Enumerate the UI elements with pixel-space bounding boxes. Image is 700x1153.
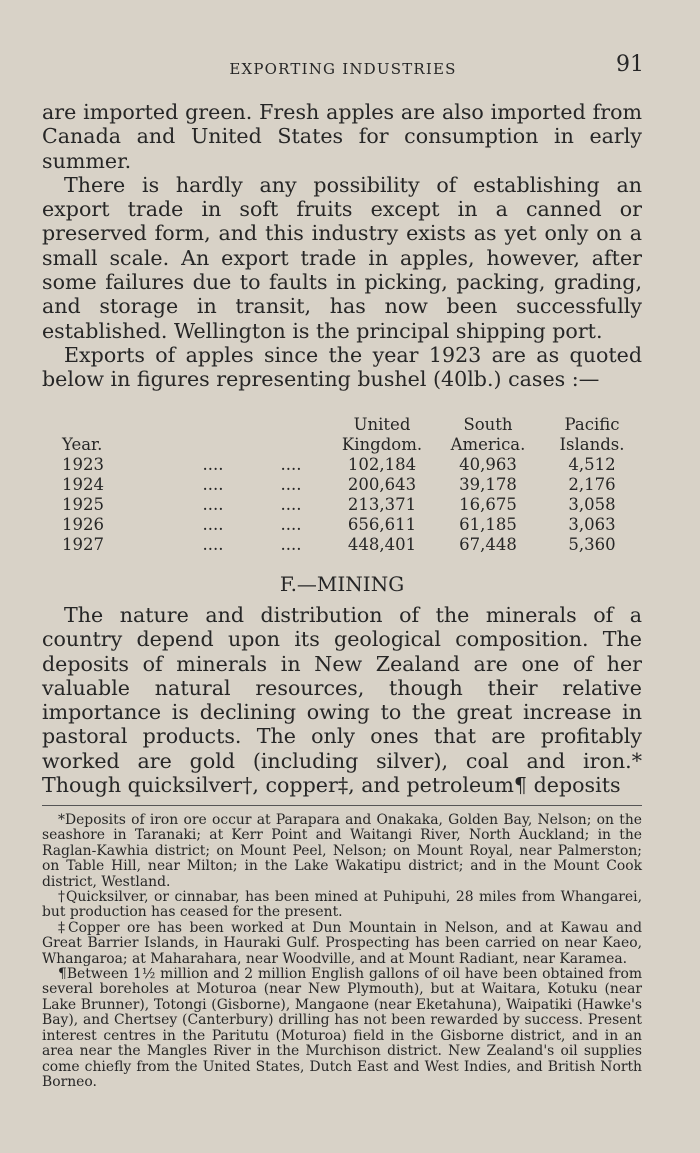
column-header-pi: Islands.: [559, 435, 625, 454]
mining-text: [42, 603, 642, 797]
table-row: [62, 475, 644, 495]
uk-value-cell: 656,611: [347, 515, 417, 534]
sa-value-cell: 61,185: [459, 515, 517, 534]
sa-value-cell: 16,675: [459, 495, 517, 514]
leader-dots: ....: [280, 495, 302, 514]
footnote-copper: ‡Copper ore has been worked at Dun Mountain in Nelson, and at Kawau and Great Barrier Islands, in Hauraki Gulf. Prospecting has been carried on near Kaeo, Whangaroa; at Maharahara, near Woodville, and at Mount Radiant, near Karamea.: [42, 919, 642, 967]
leader-dots: ....: [280, 535, 302, 554]
table-row: [62, 455, 644, 475]
sa-value-cell: 40,963: [459, 455, 517, 474]
paragraph: are imported green. Fresh apples are also imported from Canada and United States for consumption in early summer.: [42, 100, 642, 173]
footnote-petroleum: ¶Between 1½ million and 2 million English gallons of oil have been obtained from several boreholes at Moturoa (near New Plymouth), but at Waitara, Kotuku (near Lake Brunner), Totongi (Gisborne), Mangaone (near Eketahuna), Waipatiki (Hawke's Bay), and Chertsey (Canterbury) drilling has not been rewarded by success. Present interest centres in the Paritutu (Moturoa) field in the Gisborne district, and in an area near the Mangles River in the Murchison district. New Zealand's oil supplies come chiefly from the United States, Dutch East and West Indies, and British North Borneo.: [42, 966, 642, 1090]
column-header-sa: America.: [450, 435, 526, 454]
page-number: 91: [616, 52, 644, 77]
footnotes: [42, 813, 642, 1090]
table-header-row: [62, 435, 644, 455]
column-header-pi: Pacific: [564, 415, 620, 434]
sa-value-cell: 39,178: [459, 475, 517, 494]
footnote-iron: *Deposits of iron ore occur at Parapara and Onakaka, Golden Bay, Nelson; on the seashore in Taranaki; at Kerr Point and Waitangi River, North Auckland; in the Raglan-Kawhia district; on Mount Peel, Nelson; on Mount Royal, near Palmerston; on Table Hill, near Milton; in the Lake Wakatipu district; and in the Mount Cook district, Westland.: [42, 812, 642, 890]
leader-dots: ....: [280, 455, 302, 474]
leader-dots: ....: [202, 495, 224, 514]
table-row: [62, 515, 644, 535]
leader-dots: ....: [202, 475, 224, 494]
paragraph: Exports of apples since the year 1923 are as quoted below in figures representing bushel (40lb.) cases :—: [42, 342, 642, 392]
pi-value-cell: 2,176: [568, 475, 616, 494]
column-header-sa: South: [463, 415, 513, 434]
year-cell: 1927: [62, 535, 104, 554]
running-header: [42, 52, 644, 82]
leader-dots: ....: [280, 475, 302, 494]
pi-value-cell: 3,058: [568, 495, 616, 514]
paragraph: The nature and distribution of the minerals of a country depend upon its geological composition. The deposits of minerals in New Zealand are one of her valuable natural resources, though their relative importance is declining owing to the great increase in pastoral products. The only ones that are profitably worked are gold (including silver), coal and iron.* Though quicksilver†, copper‡, and petroleum¶ deposits: [42, 603, 642, 798]
year-cell: 1926: [62, 515, 104, 534]
paragraph: There is hardly any possibility of establishing an export trade in soft fruits except in a canned or preserved form, and this industry exists as yet only on a small scale. An export trade in apples, however, after some failures due to faults in picking, packing, grading, and storage in transit, has now been successfully established. Wellington is the principal shipping port.: [42, 172, 642, 343]
footnote-divider: [42, 805, 642, 806]
leader-dots: ....: [280, 515, 302, 534]
section-heading: F.—MINING: [279, 572, 405, 596]
main-text: [42, 100, 642, 392]
table-row: [62, 495, 644, 515]
year-cell: 1924: [62, 475, 104, 494]
sa-value-cell: 67,448: [459, 535, 517, 554]
column-header-uk: Kingdom.: [341, 435, 423, 454]
uk-value-cell: 213,371: [347, 495, 417, 514]
uk-value-cell: 102,184: [347, 455, 417, 474]
leader-dots: ....: [202, 535, 224, 554]
uk-value-cell: 448,401: [347, 535, 417, 554]
year-cell: 1923: [62, 455, 104, 474]
pi-value-cell: 4,512: [568, 455, 616, 474]
leader-dots: ....: [202, 455, 224, 474]
leader-dots: ....: [202, 515, 224, 534]
table-header-row: [62, 415, 644, 435]
table-row: [62, 535, 644, 555]
running-title: EXPORTING INDUSTRIES: [229, 60, 457, 78]
year-cell: 1925: [62, 495, 104, 514]
column-header-year: Year.: [62, 435, 103, 454]
pi-value-cell: 3,063: [568, 515, 616, 534]
uk-value-cell: 200,643: [347, 475, 417, 494]
footnote-quicksilver: †Quicksilver, or cinnabar, has been mined at Puhipuhi, 28 miles from Whangarei, but production has ceased for the present.: [42, 889, 642, 921]
pi-value-cell: 5,360: [568, 535, 616, 554]
column-header-uk: United: [353, 415, 411, 434]
apple-exports-table: [62, 415, 644, 555]
